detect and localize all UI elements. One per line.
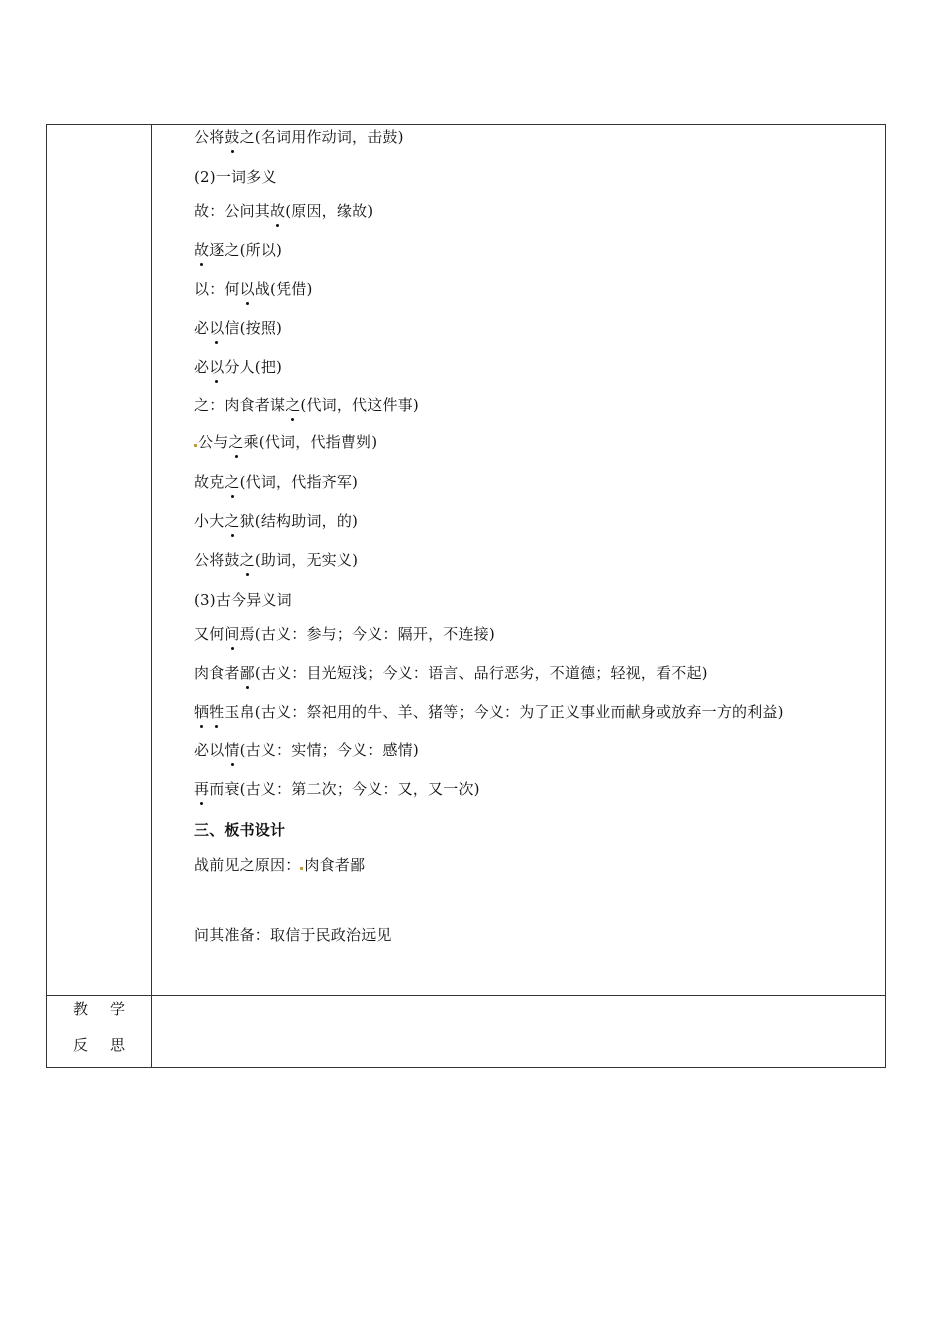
row-divider xyxy=(47,995,885,996)
board-line: 问其准备：取信于民政治远见 xyxy=(194,926,392,944)
board-line: 战前见之原因： 肉食者鄙 xyxy=(194,856,366,874)
text-line: 故逐之(所以) xyxy=(194,241,283,259)
text-line: 公将鼓之(助词，无实义) xyxy=(194,551,359,569)
reflection-label-line1: 教学 xyxy=(72,1000,147,1018)
text-line: 故克之(代词，代指齐军) xyxy=(194,473,359,491)
text-line: 必以分人(把) xyxy=(194,358,283,376)
text-line: 又何间焉(古义：参与；今义：隔开，不连接) xyxy=(194,625,495,643)
lesson-table xyxy=(46,124,886,1068)
text-line: 再而衰(古义：第二次；今义：又，又一次) xyxy=(194,780,480,798)
text-line: 必以信(按照) xyxy=(194,319,283,337)
text-line: 以：何以战(凭借) xyxy=(194,280,313,298)
reflection-label-line2: 反思 xyxy=(72,1036,147,1054)
text-line: 小大之狱(结构助词，的) xyxy=(194,512,359,530)
text-line: 故：公问其故(原因，缘故) xyxy=(194,202,374,220)
text-line: 肉食者鄙(古义：目光短浅；今义：语言、品行恶劣，不道德；轻视，看不起) xyxy=(194,664,708,682)
text-line: 公将鼓之(名词用作动词，击鼓) xyxy=(194,128,404,146)
section-subheading: (3)古今异义词 xyxy=(194,591,292,609)
section-subheading: (2)一词多义 xyxy=(194,168,277,186)
text-line: 公与之乘(代词，代指曹刿) xyxy=(194,432,377,452)
text-line: 必以情(古义：实情；今义：感情) xyxy=(194,741,419,759)
text-line: 之：肉食者谋之(代词，代这件事) xyxy=(194,396,419,414)
column-divider xyxy=(151,125,152,1067)
board-design-heading: 三、板书设计 xyxy=(194,821,286,839)
text-line: 牺牲玉帛(古义：祭祀用的牛、羊、猪等；今义：为了正义事业而献身或放弃一方的利益) xyxy=(194,703,784,721)
